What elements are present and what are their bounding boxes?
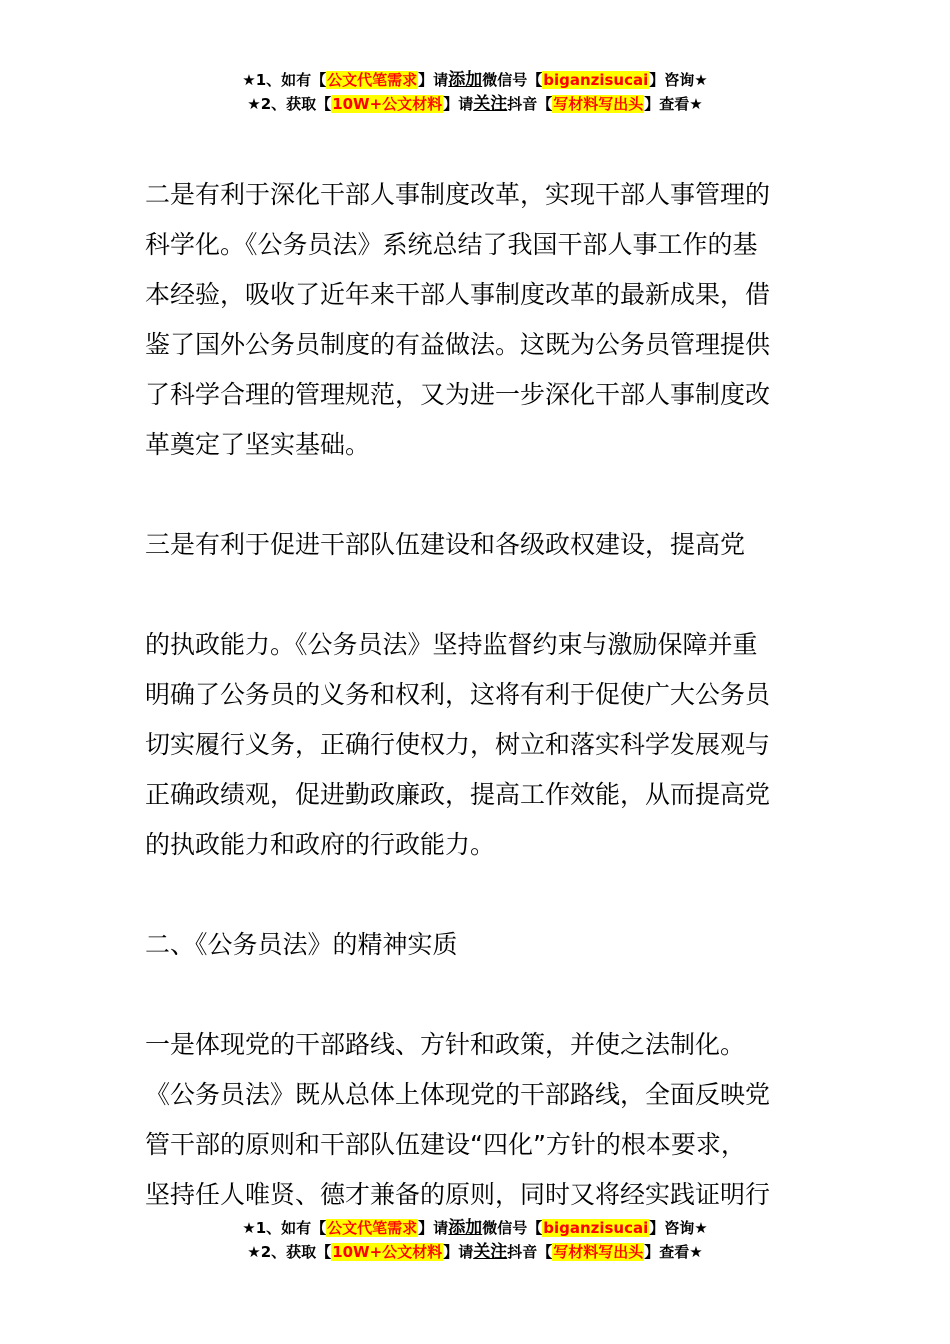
highlight-materials: 10W+公文材料 (332, 1243, 443, 1261)
star-icon: ★ (694, 1219, 708, 1237)
highlight-wechat-id: biganzisucai (543, 1219, 649, 1237)
star-icon: ★ (242, 71, 256, 89)
paragraph-3: 的执政能力。《公务员法》坚持监督约束与激励保障并重 明确了公务员的义务和权利，这将有利于促使广大公务员 切实履行义务，正确行使权力，树立和落实科学发展观与 正确政绩观，促进勤政廉政，提高工作效能，从而提高党 的执政能力和政府的行政能力。 (145, 630, 771, 859)
star-icon: ★ (689, 1243, 703, 1261)
highlight-douyin: 写材料写出头 (553, 1243, 644, 1261)
header-banner (0, 68, 950, 116)
highlight-service: 公文代笔需求 (327, 1219, 418, 1237)
star-icon: ★ (694, 71, 708, 89)
banner-line-1: ★1、如有【公文代笔需求】请添加微信号【biganzisucai】咨询★ (242, 1218, 708, 1238)
underlined-add: 添加 (448, 1218, 483, 1238)
footer-banner (0, 1216, 950, 1264)
underlined-add: 添加 (448, 70, 483, 90)
paragraph-1: 二是有利于深化干部人事制度改革，实现干部人事管理的 科学化。《公务员法》系统总结了我国干部人事工作的基 本经验，吸收了近年来干部人事制度改革的最新成果，借 鉴了国外公务员制度的有益做法。这既为公务员管理提供 了科学合理的管理规范，又为进一步深化干部人事制度改 革奠定了坚实基础。 (145, 180, 771, 459)
highlight-materials: 10W+公文材料 (332, 95, 443, 113)
star-icon: ★ (689, 95, 703, 113)
star-icon: ★ (242, 1219, 256, 1237)
paragraph-4: 一是体现党的干部路线、方针和政策，并使之法制化。 《公务员法》既从总体上体现党的干部路线，全面反映党 管干部的原则和干部队伍建设“四化”方针的根本要求， 坚持任人唯贤、德才兼备的原则，同时又将经实践证明行 (145, 1030, 771, 1209)
star-icon: ★ (247, 1243, 261, 1261)
banner-line-1: ★1、如有【公文代笔需求】请添加微信号【biganzisucai】咨询★ (242, 70, 708, 90)
star-icon: ★ (247, 95, 261, 113)
underlined-follow: 关注 (473, 1242, 508, 1262)
underlined-follow: 关注 (473, 94, 508, 114)
paragraph-2: 三是有利于促进干部队伍建设和各级政权建设，提高党 (145, 530, 746, 559)
banner-line-2: ★2、获取【10W+公文材料】请关注抖音【写材料写出头】查看★ (247, 94, 703, 114)
section-heading: 二、《公务员法》的精神实质 (145, 930, 458, 959)
highlight-douyin: 写材料写出头 (553, 95, 644, 113)
highlight-service: 公文代笔需求 (327, 71, 418, 89)
banner-line-2: ★2、获取【10W+公文材料】请关注抖音【写材料写出头】查看★ (247, 1242, 703, 1262)
document-body (145, 170, 810, 1220)
highlight-wechat-id: biganzisucai (543, 71, 649, 89)
